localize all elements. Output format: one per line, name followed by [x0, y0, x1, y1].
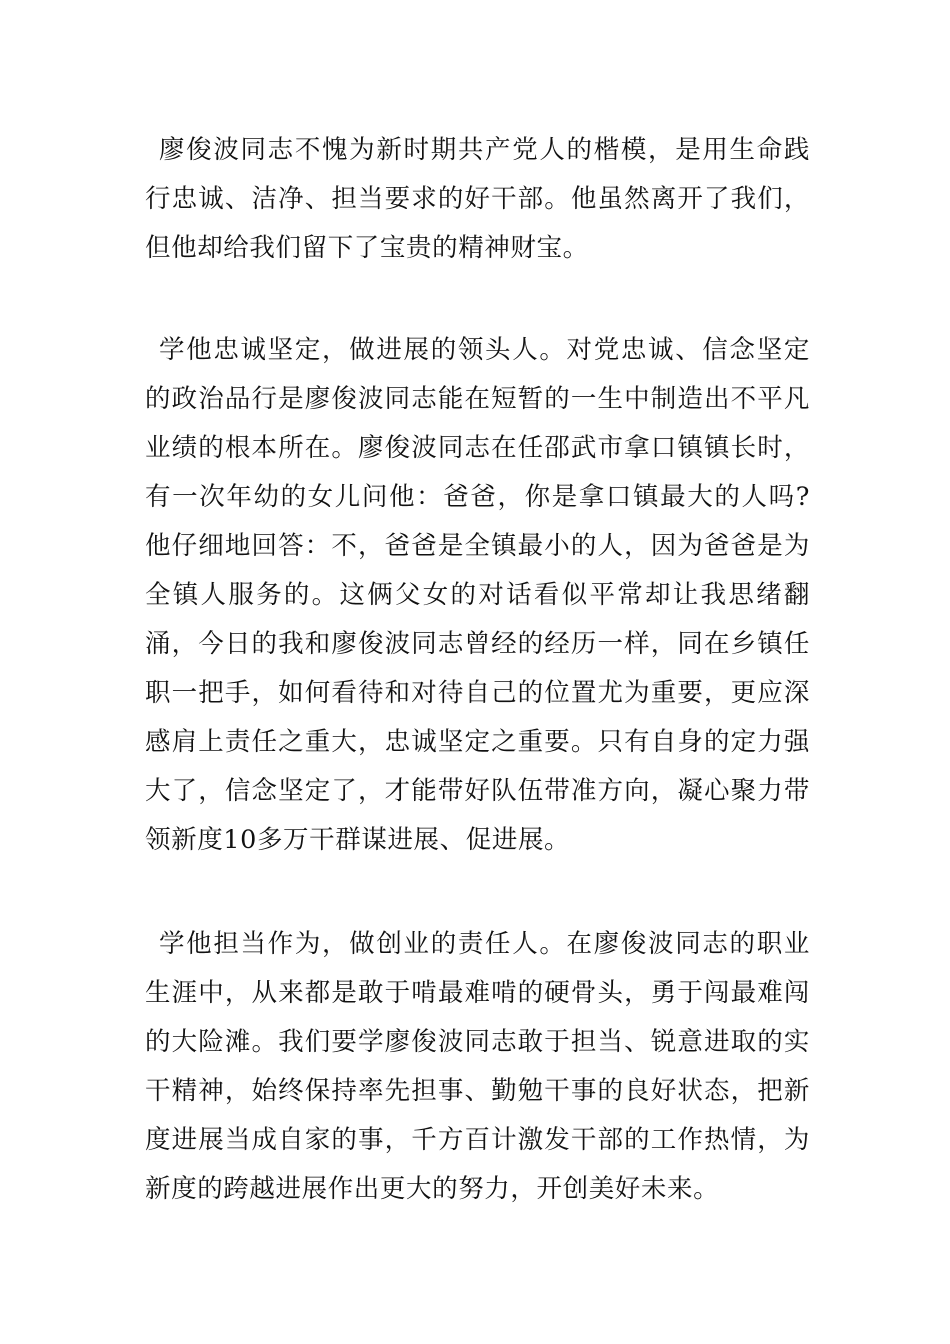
paragraph-intro: 廖俊波同志不愧为新时期共产党人的楷模，是用生命践行忠诚、洁净、担当要求的好干部。他虽然离开了我们，但他却给我们留下了宝贵的精神财宝。 [145, 135, 810, 263]
paragraph-loyalty: 学他忠诚坚定，做进展的领头人。对党忠诚、信念坚定的政治品行是廖俊波同志能在短暂的一生中制造出不平凡业绩的根本所在。廖俊波同志在任邵武市拿口镇镇长时，有一次年幼的女儿问他：爸爸，你是拿口镇最大的人吗?他仔细地回答：不，爸爸是全镇最小的人，因为爸爸是为全镇人服务的。这俩父女的对话看似平常却让我思绪翻涌，今日的我和廖俊波同志曾经的经历一样，同在乡镇任职一把手，如何看待和对待自己的位置尤为重要，更应深感肩上责任之重大，忠诚坚定之重要。只有自身的定力强大了，信念坚定了，才能带好队伍带准方向，凝心聚力带领新度10多万干群谋进展、促进展。 [145, 335, 810, 855]
paragraph-responsibility: 学他担当作为，做创业的责任人。在廖俊波同志的职业生涯中，从来都是敢于啃最难啃的硬骨头，勇于闯最难闯的大险滩。我们要学廖俊波同志敢于担当、锐意进取的实干精神，始终保持率先担事、勤勉干事的良好状态，把新度进展当成自家的事，千方百计激发干部的工作热情，为新度的跨越进展作出更大的努力，开创美好未来。 [145, 929, 810, 1204]
